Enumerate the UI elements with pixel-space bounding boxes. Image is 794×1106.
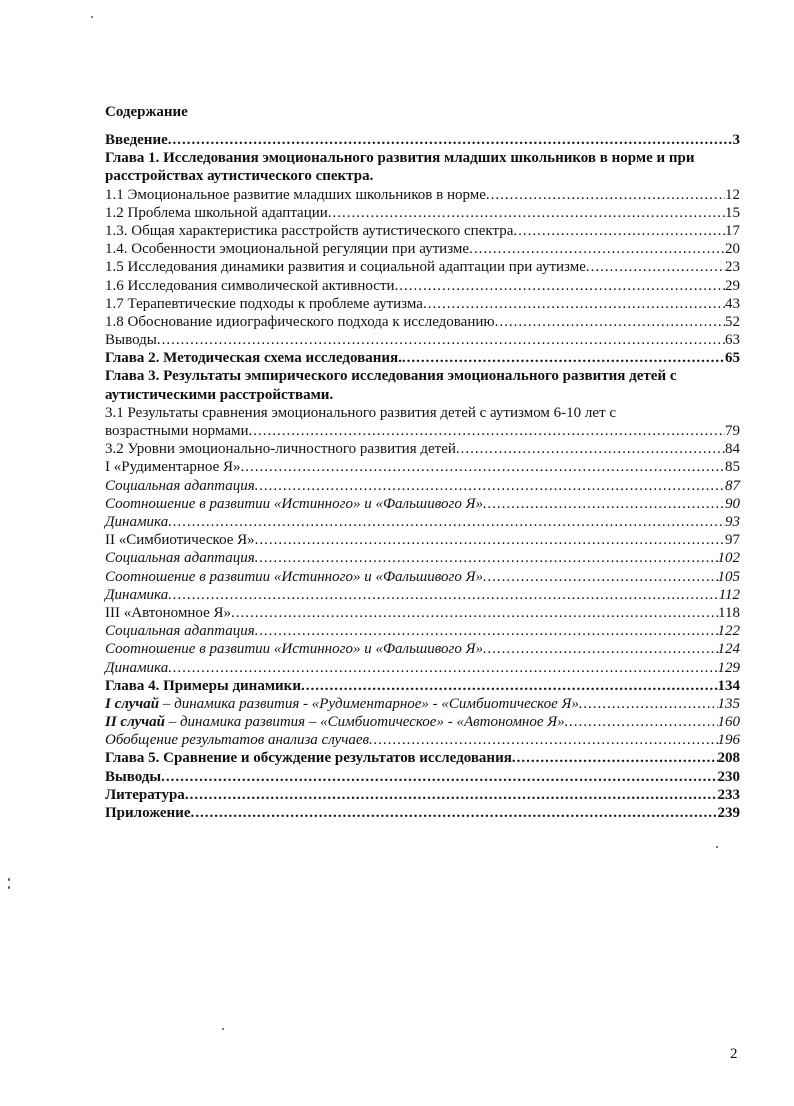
- toc-page: 90: [725, 495, 740, 512]
- toc-entry-level-3-relation[interactable]: [105, 640, 740, 658]
- toc-entry-conclusions-1[interactable]: [105, 331, 740, 349]
- toc-page: 105: [717, 568, 740, 585]
- toc-label: 1.8 Обоснование идиографического подхода к исследованию: [105, 313, 495, 330]
- toc-entry-1-7[interactable]: [105, 295, 740, 313]
- scan-speck: [8, 878, 10, 881]
- toc-entry-case-1[interactable]: [105, 695, 740, 713]
- toc-page: 239: [717, 805, 740, 822]
- table-of-contents: [105, 131, 740, 822]
- toc-label: 3.1 Результаты сравнения эмоционального развития детей с аутизмом 6-10 лет с: [105, 404, 617, 421]
- toc-entry-level-1-relation[interactable]: [105, 495, 740, 513]
- toc-page: 97: [725, 532, 740, 549]
- toc-entry-chapter-2[interactable]: [105, 349, 740, 367]
- toc-entry-literature[interactable]: [105, 786, 740, 804]
- toc-label: Обобщение результатов анализа случаев: [105, 732, 370, 749]
- scan-speck: [8, 886, 10, 889]
- toc-entry-1-2[interactable]: [105, 204, 740, 222]
- toc-page: 3: [732, 132, 740, 148]
- toc-label-bold: I случай: [105, 695, 160, 712]
- toc-page: 84: [725, 441, 740, 458]
- toc-entry-level-1-adaptation[interactable]: [105, 477, 740, 495]
- toc-label: 1.2 Проблема школьной адаптации: [105, 204, 328, 221]
- toc-label: Динамика: [105, 659, 169, 676]
- toc-page: 15: [725, 204, 740, 221]
- toc-entry-appendix[interactable]: [105, 804, 740, 822]
- toc-page: 20: [725, 241, 740, 258]
- scan-speck: [222, 1028, 224, 1030]
- toc-entry-1-4[interactable]: [105, 240, 740, 258]
- toc-page: 52: [725, 313, 740, 330]
- toc-entry-case-2[interactable]: [105, 713, 740, 731]
- toc-label: – динамика развития – «Симбиотическое» - «Автономное Я»: [164, 714, 565, 731]
- toc-page: 124: [717, 641, 740, 658]
- toc-page: 29: [725, 277, 740, 294]
- toc-label: Соотношение в развитии «Истинного» и «Фальшивого Я»: [105, 568, 484, 585]
- toc-label-bold: II случай: [105, 714, 165, 731]
- toc-entry-level-3-dynamics[interactable]: [105, 659, 740, 677]
- toc-label: Глава 5. Сравнение и обсуждение результатов исследования: [105, 750, 512, 767]
- toc-entry-level-2-dynamics[interactable]: [105, 586, 740, 604]
- toc-label: 1.5 Исследования динамики развития и социальной адаптации при аутизме: [105, 259, 586, 276]
- toc-entry-chapter-4[interactable]: [105, 677, 740, 695]
- toc-label: Соотношение в развитии «Истинного» и «Фальшивого Я»: [105, 495, 484, 512]
- toc-entry-level-2-adaptation[interactable]: [105, 549, 740, 567]
- toc-page: 63: [725, 332, 740, 349]
- toc-label: Глава 1. Исследования эмоционального развития младших школьников в норме и при: [105, 150, 695, 167]
- toc-label: Динамика: [105, 514, 169, 531]
- toc-page: 17: [725, 222, 740, 239]
- toc-entry-intro[interactable]: [105, 131, 740, 149]
- toc-page: 160: [717, 714, 740, 731]
- toc-entry-chapter-3[interactable]: [105, 367, 740, 403]
- toc-page: 196: [717, 732, 740, 749]
- toc-entry-level-2-relation[interactable]: [105, 568, 740, 586]
- page-title: Содержание: [105, 104, 188, 120]
- toc-entry-3-2[interactable]: [105, 440, 740, 458]
- toc-label: 1.3. Общая характеристика расстройств аутистического спектра: [105, 222, 514, 239]
- toc-label: Социальная адаптация: [105, 550, 255, 567]
- toc-entry-chapter-5[interactable]: [105, 749, 740, 767]
- toc-page: 208: [717, 750, 740, 767]
- page-number: 2: [730, 1046, 738, 1062]
- toc-entry-level-2[interactable]: [105, 531, 740, 549]
- toc-entry-1-5[interactable]: [105, 258, 740, 276]
- toc-page: 93: [725, 514, 740, 531]
- toc-label: II «Симбиотическое Я»: [105, 532, 255, 549]
- toc-label: 1.1 Эмоциональное развитие младших школьников в норме: [105, 186, 486, 203]
- toc-entry-conclusions[interactable]: [105, 768, 740, 786]
- toc-page: 233: [717, 786, 740, 803]
- toc-label: I «Рудиментарное Я»: [105, 459, 241, 476]
- toc-label: Литература: [105, 786, 185, 803]
- toc-label: Выводы: [105, 332, 157, 349]
- toc-page: 135: [717, 695, 740, 712]
- toc-page: 85: [725, 459, 740, 476]
- toc-label-continued: возрастными нормами: [105, 423, 249, 440]
- toc-label: Социальная адаптация: [105, 623, 255, 640]
- toc-label: Социальная адаптация: [105, 477, 255, 494]
- toc-entry-level-1[interactable]: [105, 458, 740, 476]
- toc-page: 102: [717, 550, 740, 567]
- toc-label: Приложение: [105, 805, 191, 822]
- toc-page: 118: [718, 604, 740, 621]
- toc-entry-chapter-1[interactable]: [105, 149, 740, 185]
- toc-page: 79: [725, 423, 740, 440]
- toc-entry-level-3-adaptation[interactable]: [105, 622, 740, 640]
- toc-entry-1-1[interactable]: [105, 186, 740, 204]
- toc-entry-1-6[interactable]: [105, 277, 740, 295]
- toc-label: Динамика: [105, 586, 169, 603]
- toc-label: Введение: [105, 132, 168, 148]
- toc-page: 87: [725, 477, 740, 494]
- toc-page: 23: [725, 259, 740, 276]
- toc-label: Соотношение в развитии «Истинного» и «Фальшивого Я»: [105, 641, 484, 658]
- toc-label-continued: аутистическими расстройствами.: [105, 386, 334, 403]
- toc-label: Глава 3. Результаты эмпирического исследования эмоционального развития детей с: [105, 368, 677, 385]
- toc-label: Глава 2. Методическая схема исследования.: [105, 350, 402, 367]
- toc-page: 43: [725, 295, 740, 312]
- toc-entry-1-3[interactable]: [105, 222, 740, 240]
- toc-label: 1.7 Терапевтические подходы к проблеме аутизма: [105, 295, 423, 312]
- toc-label: III «Автономное Я»: [105, 604, 231, 621]
- toc-label: 1.4. Особенности эмоциональной регуляции при аутизме: [105, 241, 470, 258]
- toc-label: 1.6 Исследования символической активности: [105, 277, 395, 294]
- scan-speck: [716, 846, 718, 848]
- toc-page: 134: [717, 677, 740, 694]
- toc-page: 112: [718, 586, 740, 603]
- toc-entry-summary[interactable]: [105, 731, 740, 749]
- toc-entry-1-8[interactable]: [105, 313, 740, 331]
- toc-entry-level-3[interactable]: [105, 604, 740, 622]
- toc-label: Выводы: [105, 768, 162, 785]
- scan-speck: [91, 16, 93, 18]
- toc-label: – динамика развития - «Рудиментарное» - «Симбиотическое Я»: [159, 695, 579, 712]
- toc-page: 12: [725, 186, 740, 203]
- toc-page: 129: [717, 659, 740, 676]
- toc-label: 3.2 Уровни эмоционально-личностного развития детей: [105, 441, 456, 458]
- toc-page: 122: [717, 623, 740, 640]
- toc-page: 230: [717, 768, 740, 785]
- toc-page: 65: [725, 350, 740, 367]
- toc-label: Глава 4. Примеры динамики: [105, 677, 301, 694]
- toc-entry-3-1[interactable]: [105, 404, 740, 440]
- toc-label-continued: расстройствах аутистического спектра.: [105, 168, 374, 185]
- toc-entry-level-1-dynamics[interactable]: [105, 513, 740, 531]
